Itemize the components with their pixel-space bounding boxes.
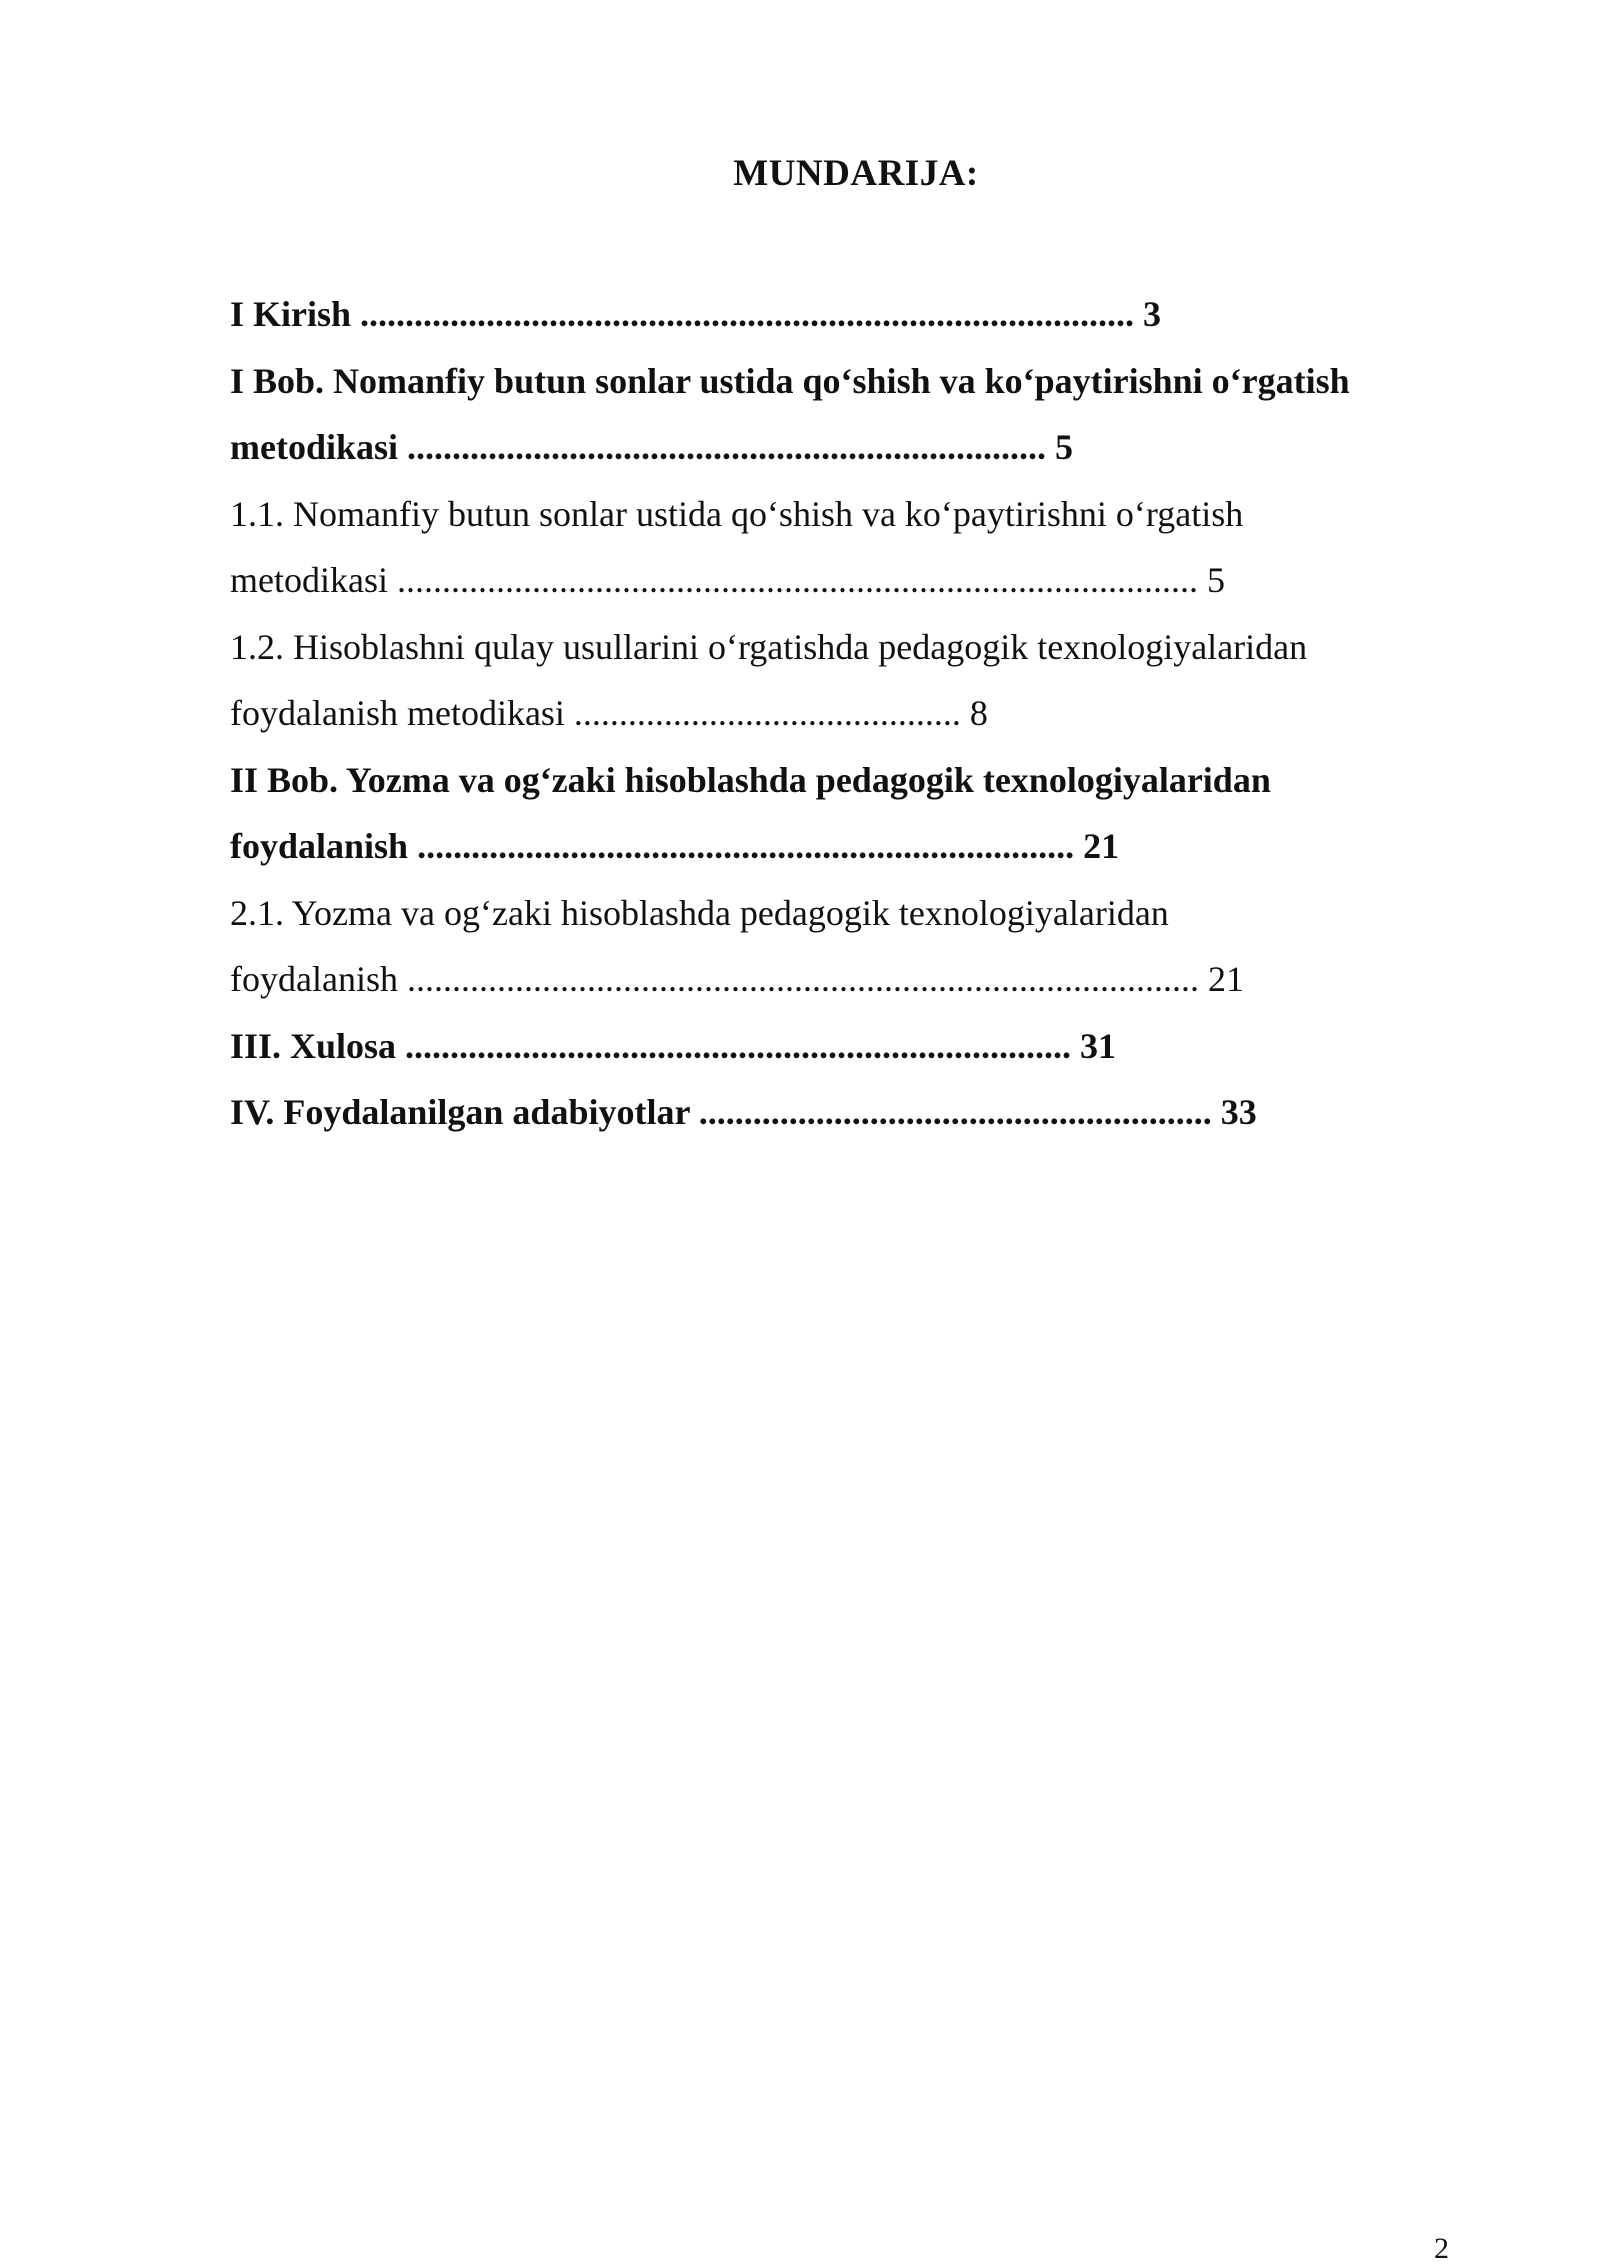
page-title: MUNDARIJA: — [733, 153, 979, 194]
toc-entry-chapter-1-line-1: I Bob. Nomanfiy butun sonlar ustida qo‘shish va ko‘paytirishni o‘rgatish — [230, 360, 1350, 401]
toc-entry-kirish: I Kirish ...................................................................................... 3 — [230, 294, 1162, 334]
toc-entry-section-1-2-line-1: 1.2. Hisoblashni qulay usullarini o‘rgatishda pedagogik texnologiyalaridan — [230, 626, 1308, 667]
toc-entry-chapter-1-line-2: metodikasi ....................................................................... 5 — [230, 427, 1074, 467]
toc-entry-section-2-1-line-1: 2.1. Yozma va og‘zaki hisoblashda pedagogik texnologiyalaridan — [230, 892, 1169, 933]
table-of-contents — [230, 281, 1410, 1146]
toc-entry-adabiyotlar: IV. Foydalanilgan adabiyotlar ......................................................... 33 — [230, 1092, 1257, 1132]
toc-entry-section-1-1-line-1: 1.1. Nomanfiy butun sonlar ustida qo‘shish va ko‘paytirishni o‘rgatish — [230, 493, 1244, 534]
toc-entry-section-1-1-line-2: metodikasi ......................................................................................... 5 — [230, 560, 1225, 600]
toc-entry-section-2-1-line-2: foydalanish ........................................................................................ 21 — [230, 959, 1244, 999]
toc-entry-section-1-2-line-2: foydalanish metodikasi ........................................... 8 — [230, 693, 988, 733]
toc-entry-chapter-2-line-2: foydalanish ......................................................................... 21 — [230, 826, 1120, 866]
toc-entry-xulosa: III. Xulosa .......................................................................... 31 — [230, 1025, 1117, 1066]
page-number: 2 — [1434, 2232, 1449, 2265]
toc-entry-chapter-2-line-1: II Bob. Yozma va og‘zaki hisoblashda pedagogik texnologiyalaridan — [230, 759, 1271, 800]
